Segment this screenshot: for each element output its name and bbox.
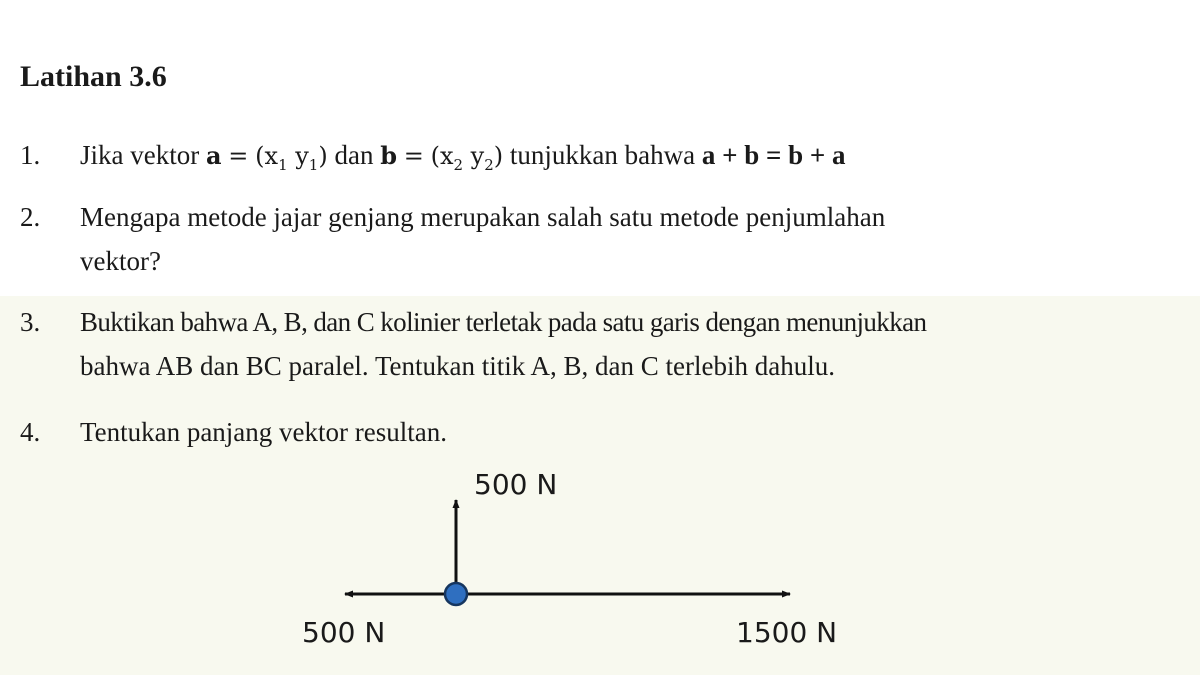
vector-a-components: ($x_1$ $y_1$) bbox=[255, 142, 328, 174]
force-label-left: 500 N bbox=[302, 616, 386, 649]
vector-b-components: ($x_2$ $y_2$) bbox=[430, 142, 504, 174]
origin-point bbox=[445, 583, 467, 605]
equals-sign: = bbox=[403, 142, 424, 170]
exercise-number: 1. bbox=[20, 140, 41, 170]
vector-a-symbol: a bbox=[205, 141, 222, 170]
force-label-right: 1500 N bbox=[736, 616, 838, 649]
exercise-1-tail: tunjukkan bahwa bbox=[509, 140, 696, 170]
exercise-1-lead: Jika vektor bbox=[80, 140, 200, 170]
conjunction: dan bbox=[334, 140, 374, 170]
equals-sign: = bbox=[228, 142, 249, 170]
exercise-2-line-2: vektor? bbox=[80, 246, 161, 276]
exercise-number: 4. bbox=[20, 417, 41, 447]
exercise-text: Tentukan panjang vektor resultan. bbox=[80, 417, 447, 447]
force-label-up: 500 N bbox=[474, 468, 558, 501]
exercise-number: 3. bbox=[20, 307, 41, 337]
exercise-number: 2. bbox=[20, 202, 41, 232]
exercise-3-line-2: bahwa AB dan BC paralel. Tentukan titik A, B, dan C terlebih dahulu. bbox=[80, 351, 835, 381]
exercise-2-line-1: Mengapa metode jajar genjang merupakan salah satu metode penjumlahan bbox=[80, 202, 886, 232]
commutative-identity: a + b = b + a bbox=[701, 140, 846, 170]
section-title: Latihan 3.6 bbox=[20, 60, 167, 93]
exercise-3-line-1: Buktikan bahwa A, B, dan C kolinier terletak pada satu garis dengan menunjukkan bbox=[80, 307, 927, 337]
vector-b-symbol: b bbox=[380, 141, 397, 170]
